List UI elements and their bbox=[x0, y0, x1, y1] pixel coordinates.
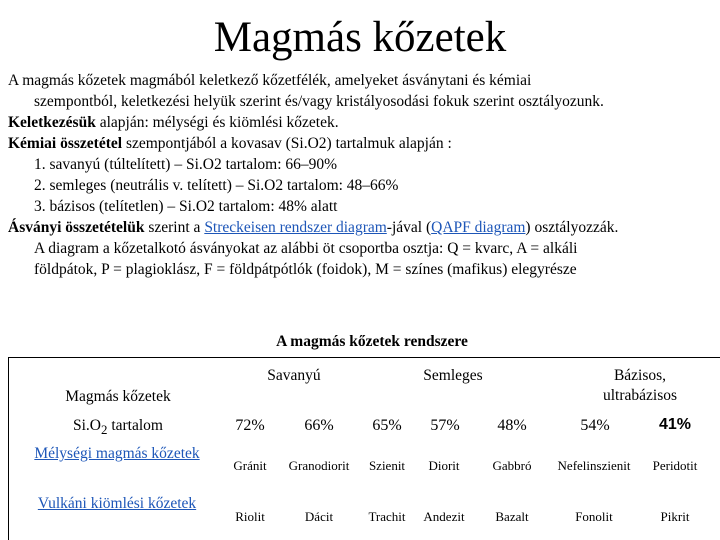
qapf-link[interactable]: QAPF diagram bbox=[431, 219, 526, 236]
page-title: Magmás kőzetek bbox=[213, 14, 507, 61]
intro-line-2: szempontból, keletkezési helyük szerint és/vagy kristályosodási fokuk szerint osztályozunk. bbox=[34, 93, 604, 110]
deep-label-cell bbox=[8, 444, 226, 463]
deep-rock: Szienit bbox=[368, 458, 406, 473]
sio2-label bbox=[8, 416, 228, 439]
percentage: 54% bbox=[580, 417, 610, 434]
percentage: 41% bbox=[658, 416, 692, 433]
group-neutral: Semleges bbox=[423, 367, 483, 384]
volcanic-rocks-link[interactable]: Vulkáni kiömlési kőzetek bbox=[37, 495, 197, 512]
deep-rocks-link[interactable]: Mélységi magmás kőzetek bbox=[34, 445, 200, 462]
percentage: 65% bbox=[372, 417, 402, 434]
volcanic-rock: Andezit bbox=[423, 509, 465, 524]
formation-line bbox=[8, 112, 714, 133]
percentage: 72% bbox=[235, 417, 265, 434]
sio2-main: Si.O bbox=[73, 417, 101, 434]
deep-rock: Gabbró bbox=[492, 458, 532, 473]
percentage: 57% bbox=[430, 417, 460, 434]
deep-rock: Diorit bbox=[428, 458, 460, 473]
volcanic-label-cell bbox=[8, 494, 226, 513]
percentage: 66% bbox=[304, 417, 334, 434]
mineral-text: -jával ( bbox=[386, 219, 432, 236]
group-acidic: Savanyú bbox=[267, 367, 321, 384]
intro-paragraph bbox=[8, 70, 714, 280]
formation-label: Keletkezésük bbox=[8, 114, 96, 131]
mineral-line bbox=[8, 217, 714, 238]
mineral-text: ) osztályozzák. bbox=[525, 219, 619, 236]
volcanic-rock: Fonolit bbox=[575, 509, 613, 524]
chemical-item: 1. savanyú (túltelített) – Si.O2 tartalom: 66–90% bbox=[34, 156, 338, 173]
streckeisen-link[interactable]: Streckeisen rendszer diagram bbox=[204, 219, 387, 236]
mineral-line-2: A diagram a kőzetalkotó ásványokat az alábbi öt csoportba osztja: Q = kvarc, A = alkáli bbox=[34, 240, 578, 257]
intro-line-1: A magmás kőzetek magmából keletkező kőzetfélék, amelyeket ásványtani és kémiai bbox=[8, 72, 532, 89]
deep-rock: Gránit bbox=[233, 458, 267, 473]
volcanic-rock: Dácit bbox=[304, 509, 334, 524]
deep-rock: Peridotit bbox=[652, 458, 698, 473]
sio2-sub: 2 bbox=[101, 422, 108, 438]
chemical-line bbox=[8, 133, 714, 154]
chemical-label: Kémiai összetétel bbox=[8, 135, 123, 152]
mineral-line-3: földpátok, P = plagioklász, F = földpátpótlók (foidok), M = színes (mafikus) elegyrésze bbox=[34, 261, 577, 278]
chemical-item: 2. semleges (neutrális v. telített) – Si.O2 tartalom: 48–66% bbox=[34, 177, 399, 194]
volcanic-rock: Riolit bbox=[235, 509, 265, 524]
table-top-border bbox=[8, 357, 720, 358]
table-caption: A magmás kőzetek rendszere bbox=[276, 333, 468, 350]
percentage: 48% bbox=[497, 417, 527, 434]
volcanic-rock: Trachit bbox=[368, 509, 406, 524]
corner-label: Magmás kőzetek bbox=[65, 388, 171, 405]
volcanic-rock: Pikrit bbox=[660, 509, 690, 524]
chemical-item: 3. bázisos (telítetlen) – Si.O2 tartalom: 48% alatt bbox=[34, 198, 338, 215]
formation-text: alapján: mélységi és kiömlési kőzetek. bbox=[95, 114, 339, 131]
deep-rock: Granodiorit bbox=[288, 458, 350, 473]
mineral-text: szerint a bbox=[144, 219, 205, 236]
volcanic-rock: Bazalt bbox=[495, 509, 529, 524]
chemical-text: szempontjából a kovasav (Si.O2) tartalmuk alapján : bbox=[122, 135, 452, 152]
group-ultrabasic: ultrabázisos bbox=[602, 387, 678, 404]
deep-rock: Nefelinszienit bbox=[557, 458, 631, 473]
mineral-label: Ásványi összetételük bbox=[8, 219, 145, 236]
sio2-rest: tartalom bbox=[107, 417, 163, 434]
group-basic: Bázisos, bbox=[613, 367, 667, 384]
